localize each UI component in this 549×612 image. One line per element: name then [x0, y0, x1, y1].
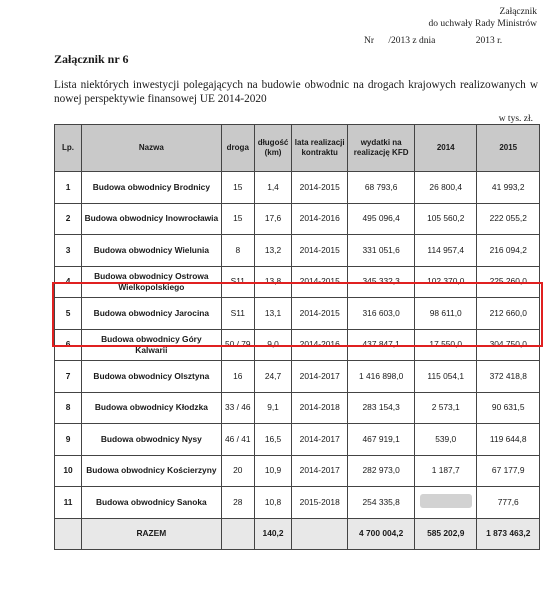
total-length: 140,2: [254, 518, 291, 550]
table-row: [55, 172, 540, 204]
col-header: wydatki na realizację KFD: [348, 125, 415, 172]
table-row: [55, 203, 540, 235]
cell-kfd: 254 335,8: [348, 487, 415, 519]
cell-2014: [414, 487, 476, 519]
cell-name: Budowa obwodnicy Góry Kalwarii: [82, 329, 222, 361]
table-row: [55, 392, 540, 424]
table-row: [55, 298, 540, 330]
table-row: [55, 487, 540, 519]
cell-2015: 212 660,0: [477, 298, 540, 330]
cell-length: 10,9: [254, 455, 291, 487]
cell-2014: 26 800,4: [414, 172, 476, 204]
redacted-mark: [420, 494, 472, 508]
cell-2015: 67 177,9: [477, 455, 540, 487]
cell-2015: 41 993,2: [477, 172, 540, 204]
cell-2014: 539,0: [414, 424, 476, 456]
header-nr-rest: /2013 z dnia: [388, 36, 436, 46]
cell-years: 2014-2017: [292, 455, 348, 487]
cell-2015: 372 418,8: [477, 361, 540, 393]
total-2015: 1 873 463,2: [477, 518, 540, 550]
cell-2014: 105 560,2: [414, 203, 476, 235]
cell-2015: 225 260,0: [477, 266, 540, 298]
cell-lp: 9: [55, 424, 82, 456]
cell-years: 2014-2015: [292, 266, 348, 298]
table-row: [55, 455, 540, 487]
cell-2015: 119 644,8: [477, 424, 540, 456]
total-cell-empty: [55, 518, 82, 550]
cell-name: Budowa obwodnicy Inowrocławia: [82, 203, 222, 235]
cell-2015: 777,6: [477, 487, 540, 519]
cell-years: 2014-2017: [292, 361, 348, 393]
cell-road: S11: [221, 298, 254, 330]
cell-name: Budowa obwodnicy Kłodzka: [82, 392, 222, 424]
cell-lp: 4: [55, 266, 82, 298]
header-year: 2013 r.: [475, 36, 503, 46]
cell-kfd: 316 603,0: [348, 298, 415, 330]
cell-length: 1,4: [254, 172, 291, 204]
investments-table: [54, 124, 540, 550]
cell-years: 2014-2016: [292, 329, 348, 361]
cell-name: Budowa obwodnicy Wielunia: [82, 235, 222, 267]
cell-name: Budowa obwodnicy Sanoka: [82, 487, 222, 519]
cell-years: 2014-2018: [292, 392, 348, 424]
table-row: [55, 424, 540, 456]
cell-lp: 10: [55, 455, 82, 487]
col-header: 2015: [477, 125, 540, 172]
cell-lp: 8: [55, 392, 82, 424]
col-header: lata realizacji kontraktu: [292, 125, 348, 172]
header-line-1: Załącznik: [499, 7, 537, 17]
cell-lp: 5: [55, 298, 82, 330]
cell-2015: 304 750,0: [477, 329, 540, 361]
cell-length: 17,6: [254, 203, 291, 235]
cell-years: 2014-2017: [292, 424, 348, 456]
cell-lp: 11: [55, 487, 82, 519]
cell-length: 9,0: [254, 329, 291, 361]
table-row: [55, 266, 540, 298]
total-cell-blank: [221, 518, 254, 550]
cell-road: 15: [221, 203, 254, 235]
cell-length: 24,7: [254, 361, 291, 393]
cell-road: 46 / 41: [221, 424, 254, 456]
total-cell-blank: [292, 518, 348, 550]
table-total-row: [55, 518, 540, 550]
cell-road: 28: [221, 487, 254, 519]
header-right-block: [429, 6, 537, 30]
cell-2014: 115 054,1: [414, 361, 476, 393]
cell-road: 16: [221, 361, 254, 393]
cell-name: Budowa obwodnicy Olsztyna: [82, 361, 222, 393]
cell-lp: 3: [55, 235, 82, 267]
cell-lp: 2: [55, 203, 82, 235]
cell-kfd: 345 332,3: [348, 266, 415, 298]
cell-kfd: 283 154,3: [348, 392, 415, 424]
cell-years: 2014-2015: [292, 172, 348, 204]
cell-name: Budowa obwodnicy Nysy: [82, 424, 222, 456]
cell-lp: 1: [55, 172, 82, 204]
col-header: Nazwa: [82, 125, 222, 172]
header-line-3: [364, 36, 502, 46]
cell-length: 16,5: [254, 424, 291, 456]
cell-lp: 6: [55, 329, 82, 361]
cell-name: Budowa obwodnicy Ostrowa Wielkopolskiego: [82, 266, 222, 298]
cell-kfd: 282 973,0: [348, 455, 415, 487]
header-line-2: do uchwały Rady Ministrów: [428, 19, 537, 29]
cell-kfd: 467 919,1: [348, 424, 415, 456]
col-header: Lp.: [55, 125, 82, 172]
cell-name: Budowa obwodnicy Jarocina: [82, 298, 222, 330]
cell-2014: 1 187,7: [414, 455, 476, 487]
cell-road: 33 / 46: [221, 392, 254, 424]
cell-2015: 90 631,5: [477, 392, 540, 424]
table-header-row: [55, 125, 540, 172]
cell-road: 50 / 79: [221, 329, 254, 361]
cell-length: 13,2: [254, 235, 291, 267]
cell-road: 8: [221, 235, 254, 267]
document-title: Załącznik nr 6: [54, 52, 129, 66]
cell-years: 2014-2015: [292, 235, 348, 267]
cell-road: S11: [221, 266, 254, 298]
cell-years: 2014-2016: [292, 203, 348, 235]
cell-years: 2015-2018: [292, 487, 348, 519]
col-header: długość (km): [254, 125, 291, 172]
total-2014: 585 202,9: [414, 518, 476, 550]
table-row: [55, 235, 540, 267]
cell-length: 13,8: [254, 266, 291, 298]
col-header: 2014: [414, 125, 476, 172]
cell-2014: 2 573,1: [414, 392, 476, 424]
table-row: [55, 329, 540, 361]
cell-2014: 98 611,0: [414, 298, 476, 330]
cell-kfd: 437 847,1: [348, 329, 415, 361]
unit-label: w tys. zł.: [498, 114, 533, 124]
total-label: RAZEM: [82, 518, 222, 550]
cell-road: 20: [221, 455, 254, 487]
cell-name: Budowa obwodnicy Kościerzyny: [82, 455, 222, 487]
col-header: droga: [221, 125, 254, 172]
cell-length: 13,1: [254, 298, 291, 330]
cell-years: 2014-2015: [292, 298, 348, 330]
cell-length: 9,1: [254, 392, 291, 424]
cell-lp: 7: [55, 361, 82, 393]
header-nr: Nr: [364, 36, 375, 46]
cell-name: Budowa obwodnicy Brodnicy: [82, 172, 222, 204]
cell-kfd: 1 416 898,0: [348, 361, 415, 393]
cell-road: 15: [221, 172, 254, 204]
total-kfd: 4 700 004,2: [348, 518, 415, 550]
cell-kfd: 68 793,6: [348, 172, 415, 204]
cell-2014: 102 370,0: [414, 266, 476, 298]
cell-2015: 222 055,2: [477, 203, 540, 235]
cell-length: 10,8: [254, 487, 291, 519]
cell-kfd: 495 096,4: [348, 203, 415, 235]
intro-paragraph: Lista niektórych inwestycji polegających na budowie obwodnic na drogach krajowych realizowanych w nowej perspektywie finansowej UE 2014-2020: [54, 79, 538, 105]
cell-kfd: 331 051,6: [348, 235, 415, 267]
table-row: [55, 361, 540, 393]
cell-2014: 17 550,0: [414, 329, 476, 361]
cell-2015: 216 094,2: [477, 235, 540, 267]
cell-2014: 114 957,4: [414, 235, 476, 267]
